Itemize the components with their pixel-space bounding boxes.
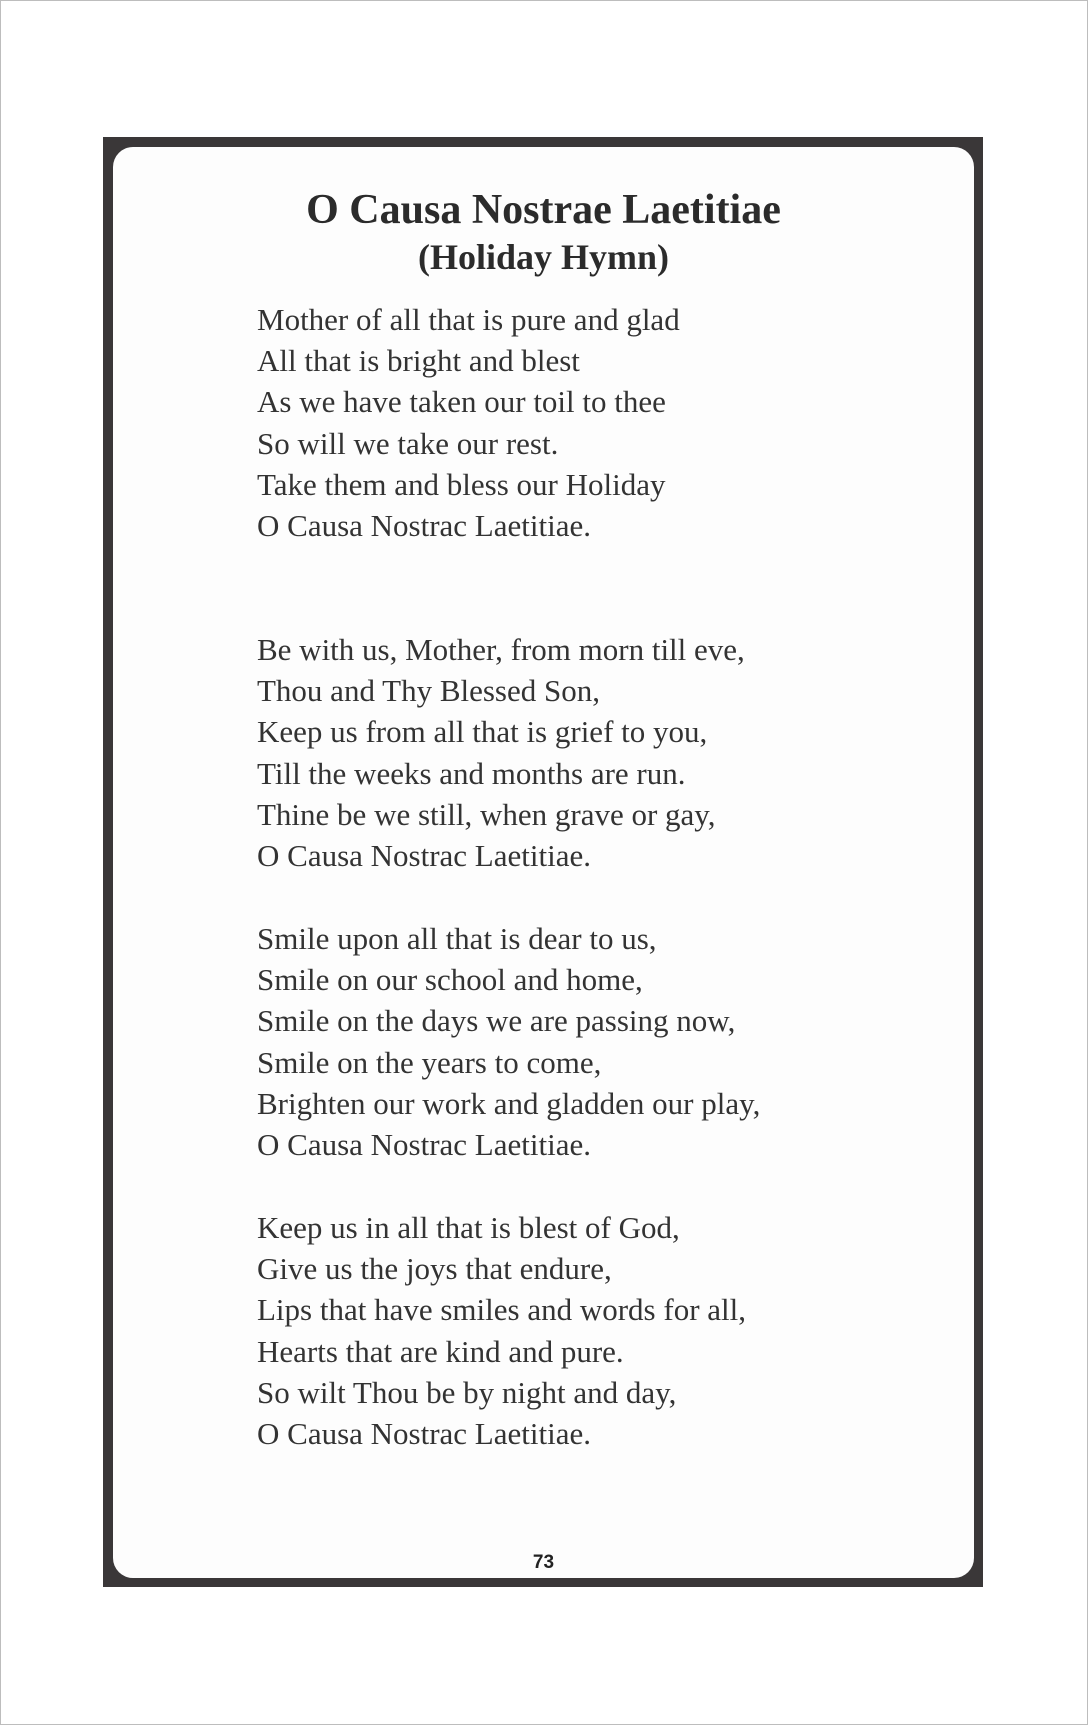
verse-line: Smile upon all that is dear to us, bbox=[257, 921, 657, 956]
verse-line: Brighten our work and gladden our play, bbox=[257, 1085, 761, 1121]
verse-line: O Causa Nostrac Laetitiae. bbox=[257, 1416, 591, 1452]
stanza-4 bbox=[257, 1207, 746, 1454]
verse-line: Hearts that are kind and pure. bbox=[257, 1333, 624, 1369]
stanza-1 bbox=[257, 299, 680, 546]
verse-line: Mother of all that is pure and glad bbox=[257, 302, 680, 337]
page-frame bbox=[103, 137, 983, 1587]
verse-line: Lips that have smiles and words for all, bbox=[257, 1292, 747, 1328]
verse-line: Smile on the days we are passing now, bbox=[257, 1003, 736, 1039]
verse-line: Smile on our school and home, bbox=[257, 962, 643, 998]
verse-line: O Causa Nostrac Laetitiae. bbox=[257, 838, 591, 874]
verse-line: Take them and bless our Holiday bbox=[257, 466, 666, 502]
verse-line: Till the weeks and months are run. bbox=[257, 755, 686, 791]
verse-line: As we have taken our toil to thee bbox=[257, 384, 666, 420]
verse-line: All that is bright and blest bbox=[257, 343, 580, 379]
verse-line: Smile on the years to come, bbox=[257, 1044, 602, 1080]
verse-line: Keep us in all that is blest of God, bbox=[257, 1210, 680, 1245]
verse-line: Thou and Thy Blessed Son, bbox=[257, 673, 600, 709]
verse-line: So wilt Thou be by night and day, bbox=[257, 1374, 677, 1410]
hymn-title: O Causa Nostrae Laetitiae bbox=[306, 187, 781, 233]
stanza-2 bbox=[257, 629, 745, 876]
verse-line: Be with us, Mother, from morn till eve, bbox=[257, 632, 745, 667]
hymn-subtitle: (Holiday Hymn) bbox=[417, 237, 669, 277]
content-panel bbox=[113, 147, 974, 1578]
verse-line: O Causa Nostrac Laetitiae. bbox=[257, 508, 591, 544]
stanza-3 bbox=[257, 918, 760, 1165]
verse-line: Give us the joys that endure, bbox=[257, 1251, 612, 1287]
verse-line: Keep us from all that is grief to you, bbox=[257, 714, 708, 750]
verse-line: Thine be we still, when grave or gay, bbox=[257, 796, 716, 832]
page-number: 73 bbox=[532, 1552, 555, 1573]
verse-line: O Causa Nostrac Laetitiae. bbox=[257, 1127, 591, 1163]
verse-line: So will we take our rest. bbox=[257, 425, 559, 461]
